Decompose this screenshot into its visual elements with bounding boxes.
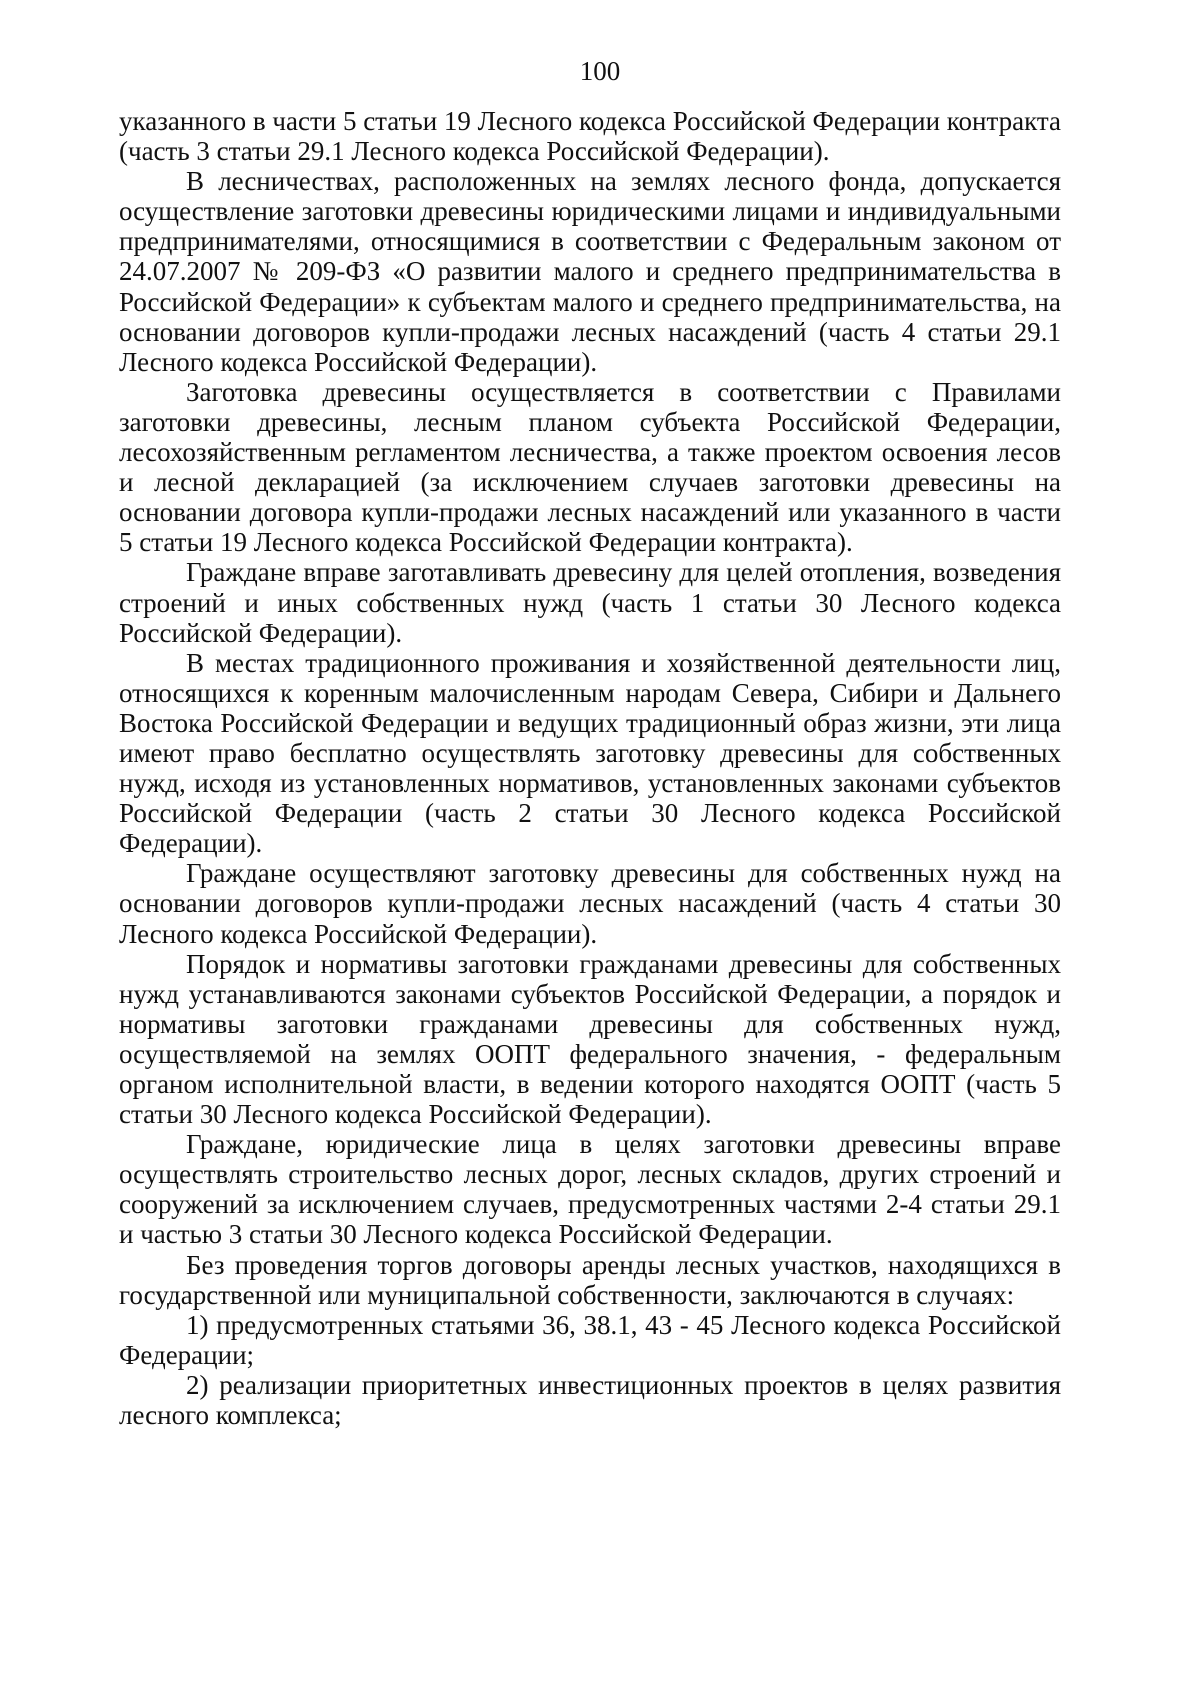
paragraph-small-business-harvesting: В лесничествах, расположенных на землях лесного фонда, допускается осуществление заготовки древесины юридическими лицами и индивидуальными предпринимателями, относящимися в соответствии с Федеральным законом от 24.07.2007 № 209-ФЗ «О развитии малого и среднего предпринимательства в Российской Федерации» к субъектам малого и среднего предпринимательства, на основании договоров купли-продажи лесных насаждений (часть 4 статьи 29.1 Лесного кодекса Российской Федерации). [119, 166, 1061, 377]
paragraph-harvesting-norms: Порядок и нормативы заготовки гражданами древесины для собственных нужд устанавливаются законами субъектов Российской Федерации, а порядок и нормативы заготовки гражданами древесины для собственных нужд, осуществляемой на землях ООПТ федерального значения, - федеральным органом исполнительной власти, в ведении которого находятся ООПТ (часть 5 статьи 30 Лесного кодекса Российской Федерации). [119, 948, 1061, 1130]
paragraph-harvesting-rules: Заготовка древесины осуществляется в соответствии с Правилами заготовки древесины, лесным планом субъекта Российской Федерации, лесохозяйственным регламентом лесничества, а также проектом освоения лесов и лесной декларацией (за исключением случаев заготовки древесины на основании договора купли-продажи лесных насаждений или указанного в части 5 статьи 19 Лесного кодекса Российской Федерации контракта). [119, 376, 1061, 558]
list-item-2: 2) реализации приоритетных инвестиционных проектов в целях развития лесного комплекса; [119, 1369, 1061, 1431]
page-number: 100 [579, 56, 621, 86]
document-body [119, 106, 1061, 1430]
list-item-1: 1) предусмотренных статьями 36, 38.1, 43 - 45 Лесного кодекса Российской Федерации; [119, 1309, 1061, 1370]
paragraph-citizens-contracts: Граждане осуществляют заготовку древесины для собственных нужд на основании договоров купли-продажи лесных насаждений (часть 4 статьи 30 Лесного кодекса Российской Федерации). [119, 858, 1061, 949]
paragraph-forest-roads: Граждане, юридические лица в целях заготовки древесины вправе осуществлять строительство лесных дорог, лесных складов, других строений и сооружений за исключением случаев, предусмотренных частями 2-4 статьи 29.1 и частью 3 статьи 30 Лесного кодекса Российской Федерации. [119, 1129, 1061, 1250]
paragraph-citizens-own-needs: Граждане вправе заготавливать древесину для целей отопления, возведения строений и иных собственных нужд (часть 1 статьи 30 Лесного кодекса Российской Федерации). [119, 557, 1061, 648]
paragraph-continuation: указанного в части 5 статьи 19 Лесного кодекса Российской Федерации контракта (часть 3 статьи 29.1 Лесного кодекса Российской Федерации). [119, 106, 1061, 167]
paragraph-lease-without-auction: Без проведения торгов договоры аренды лесных участков, находящихся в государственной или муниципальной собственности, заключаются в случаях: [119, 1249, 1061, 1310]
paragraph-indigenous-peoples: В местах традиционного проживания и хозяйственной деятельности лиц, относящихся к коренным малочисленным народам Севера, Сибири и Дальнего Востока Российской Федерации и ведущих традиционный образ жизни, эти лица имеют право бесплатно осуществлять заготовку древесины для собственных нужд, исходя из установленных нормативов, установленных законами субъектов Российской Федерации (часть 2 статьи 30 Лесного кодекса Российской Федерации). [119, 647, 1061, 859]
